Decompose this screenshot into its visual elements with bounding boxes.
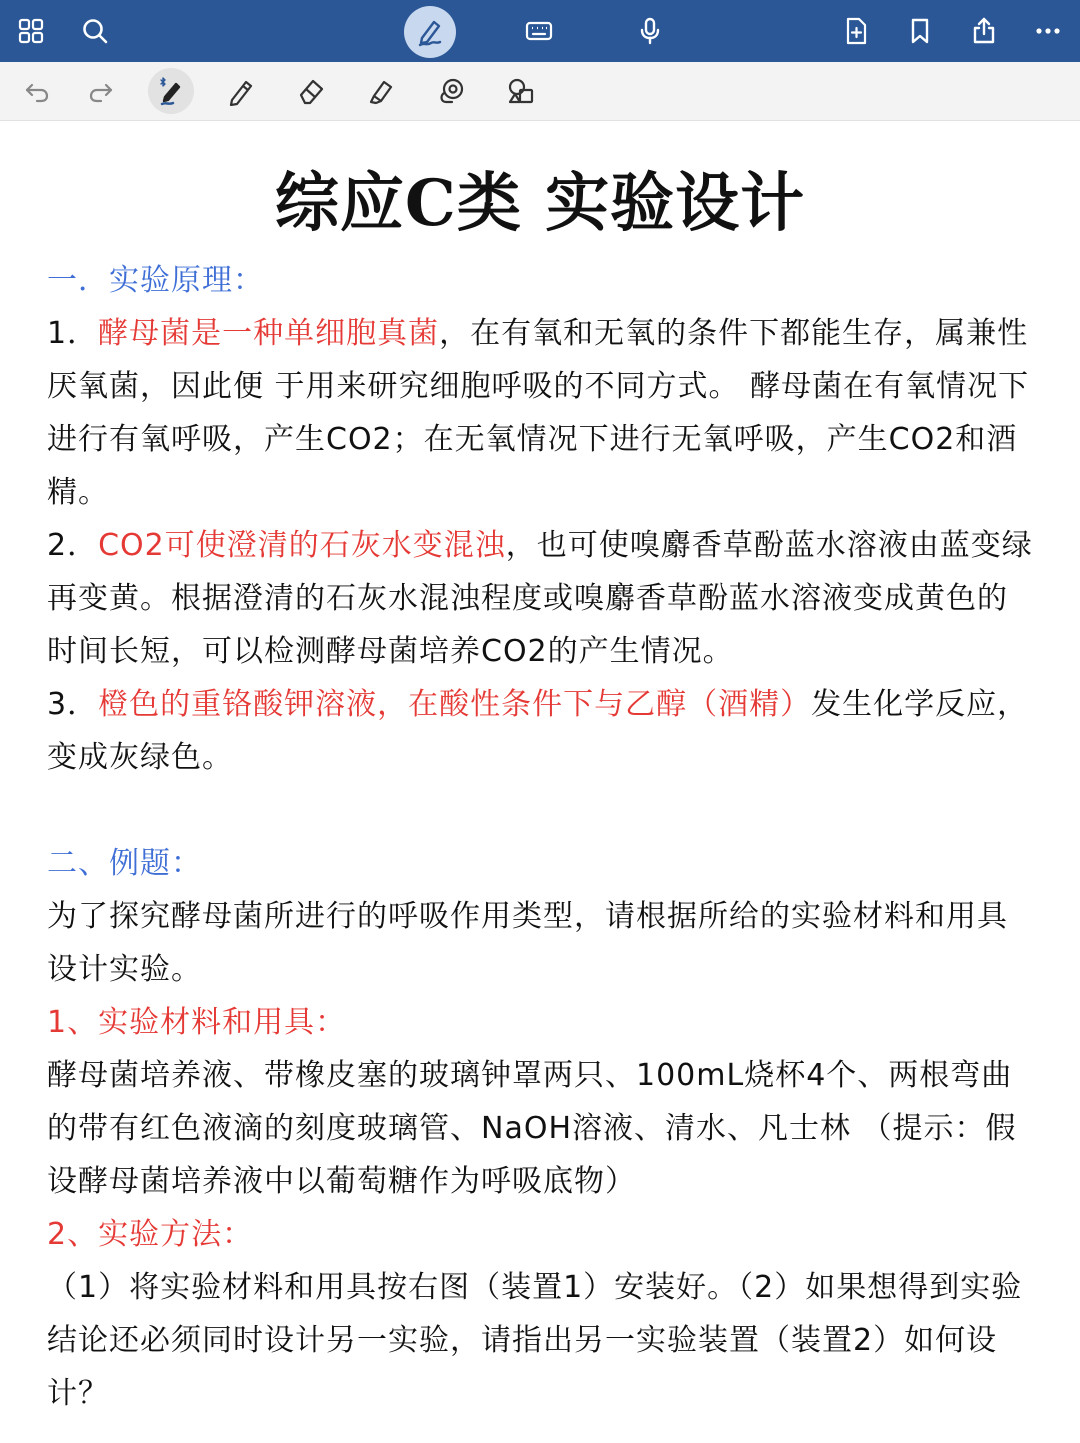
section-heading-example: 二、例题： [47, 846, 202, 881]
pen-mode-icon[interactable] [404, 6, 456, 58]
more-icon[interactable] [1025, 8, 1071, 54]
p1-highlight: 酵母菌是一种单细胞真菌 [98, 316, 440, 351]
section-heading-principle: 一．实验原理： [47, 263, 264, 298]
undo-icon[interactable] [14, 68, 60, 114]
search-icon[interactable] [72, 8, 118, 54]
p3-number: 3． [47, 687, 99, 722]
subheading-materials: 1、实验材料和用具： [47, 1005, 347, 1040]
bookmark-icon[interactable] [897, 8, 943, 54]
share-icon[interactable] [961, 8, 1007, 54]
principle-paragraph-3 [47, 678, 1037, 784]
p2-number: 2． [47, 528, 99, 563]
p2-highlight: CO2可使澄清的石灰水变混浊 [98, 528, 506, 563]
p1-text: ，在有氧和无氧的条件下都能生存，属兼性厌氧菌，因此便 于用来研究细胞呼吸的不同方式。 酵母菌在有氧情况下进行有氧呼吸，产生CO2；在无氧情况下进行无氧呼吸，产生CO2和酒精。 [47, 316, 1030, 510]
p3-text: 发生化学反应，变成灰绿色。 [47, 687, 1029, 775]
p3-highlight: 橙色的重铬酸钾溶液，在酸性条件下与乙醇（酒精） [98, 687, 812, 722]
p1-number: 1． [47, 316, 99, 351]
materials-text: 酵母菌培养液、带橡皮塞的玻璃钟罩两只、100mL烧杯4个、两根弯曲的带有红色液滴的刻度玻璃管、NaOH溶液、清水、凡士林 （提示：假设酵母菌培养液中以葡萄糖作为呼吸底物） [47, 1058, 1017, 1199]
apps-grid-icon[interactable] [8, 8, 54, 54]
bluetooth-pen-icon[interactable] [148, 68, 194, 114]
page-title: 综应C类 实验设计 [274, 166, 806, 241]
redo-icon[interactable] [78, 68, 124, 114]
method-text: （1）将实验材料和用具按右图（装置1）安装好。（2）如果想得到实验结论还必须同时设计另一实验，请指出另一实验装置（装置2）如何设计？ [47, 1270, 1023, 1411]
question-intro: 为了探究酵母菌所进行的呼吸作用类型，请根据所给的实验材料和用具设计实验。 [47, 899, 1008, 987]
add-page-icon[interactable] [833, 8, 879, 54]
highlighter-icon[interactable] [358, 68, 404, 114]
keyboard-icon[interactable] [516, 8, 562, 54]
principle-paragraph-1 [47, 307, 1037, 519]
drawing-toolbar [0, 62, 1080, 121]
lasso-icon[interactable] [428, 68, 474, 114]
shapes-icon[interactable] [498, 68, 544, 114]
microphone-icon[interactable] [627, 8, 673, 54]
pencil-icon[interactable] [218, 68, 264, 114]
eraser-icon[interactable] [288, 68, 334, 114]
subheading-method: 2、实验方法： [47, 1217, 254, 1252]
p2-text: ，也可使嗅麝香草酚蓝水溶液由蓝变绿再变黄。根据澄清的石灰水混浊程度或嗅麝香草酚蓝水溶液变成黄色的时间长短，可以检测酵母菌培养CO2的产生情况。 [47, 528, 1033, 669]
principle-paragraph-2 [47, 519, 1037, 678]
top-app-bar [0, 0, 1080, 62]
